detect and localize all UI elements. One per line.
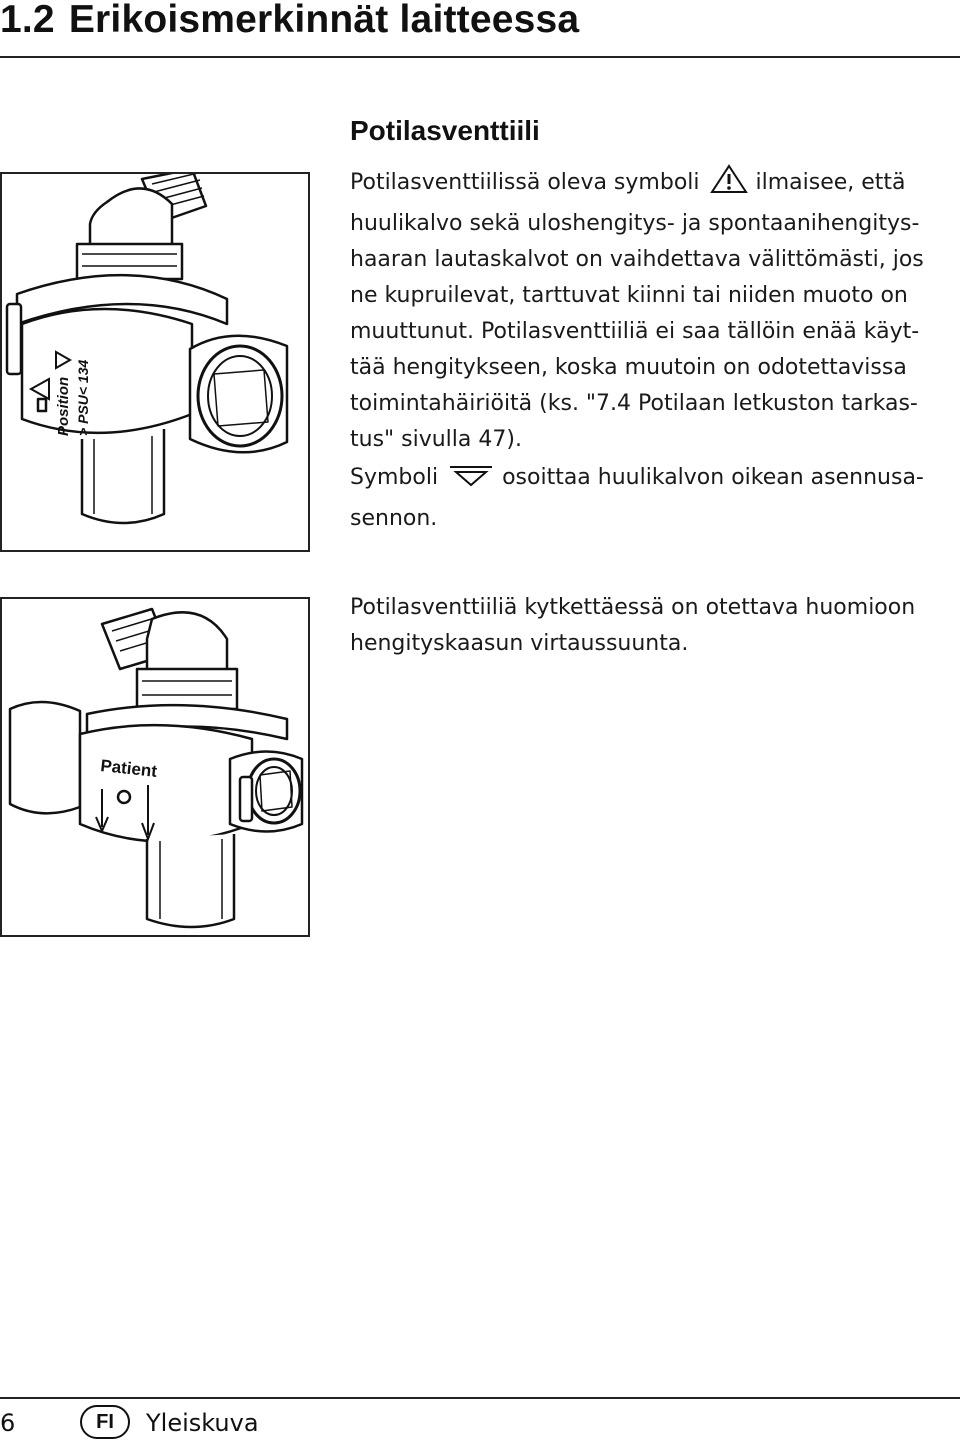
page-title [0, 0, 579, 40]
paragraph-line: tää hengitykseen, koska muutoin on odotettavissa [350, 355, 907, 380]
paragraph-line: muuttunut. Potilasventtiiliä ei saa tällöin enää käyt- [350, 319, 920, 344]
patient-label: Patient [99, 756, 158, 781]
paragraph-line: ne kupruilevat, tarttuvat kiinni tai niiden muoto on [350, 283, 908, 308]
page-number: 6 [0, 1409, 16, 1437]
warning-triangle-icon [710, 164, 748, 206]
header-divider [0, 56, 960, 58]
paragraph-line: Potilasventtiiliä kytkettäessä on otettava huomioon [350, 595, 916, 620]
paragraph-line: toimintahäiriöitä (ks. "7.4 Potilaan letkuston tarkas- [350, 391, 918, 416]
figure-patient-valve-warning [0, 172, 310, 552]
paragraph-warning-symbol [350, 164, 924, 458]
psu-label: > PSU< 134 [75, 359, 91, 436]
paragraph-line: hengityskaasun virtaussuunta. [350, 631, 689, 656]
language-badge: FI [80, 1405, 130, 1439]
text-segment: Symboli [350, 465, 439, 490]
paragraph-line: huulikalvo sekä uloshengitys- ja spontaanihengitys- [350, 211, 920, 236]
paragraph-line: tus" sivulla 47). [350, 427, 522, 452]
orientation-mark-icon [448, 463, 494, 501]
figure-patient-valve-flow [0, 597, 310, 937]
paragraph-flow-direction [350, 590, 915, 662]
footer-divider [0, 1397, 960, 1399]
paragraph-line [350, 164, 924, 206]
text-segment: ilmaisee, että [755, 170, 906, 195]
section-heading: Potilasventtiili [350, 115, 540, 146]
position-label: Position [55, 376, 72, 436]
paragraph-line [350, 460, 924, 501]
text-segment: osoittaa huulikalvon oikean asennusa- [502, 465, 924, 490]
paragraph-line: haaran lautaskalvot on vaihdettava välittömästi, jos [350, 247, 924, 272]
section-title: Erikoismerkinnät laitteessa [68, 0, 580, 41]
paragraph-orientation-symbol [350, 460, 924, 537]
text-segment: Potilasventtiilissä oleva symboli [350, 170, 700, 195]
patient-valve-illustration-2 [2, 599, 308, 935]
footer-section-name: Yleiskuva [146, 1409, 259, 1437]
paragraph-line: sennon. [350, 506, 438, 531]
patient-valve-illustration-1 [2, 174, 308, 550]
section-number: 1.2 [0, 0, 55, 41]
